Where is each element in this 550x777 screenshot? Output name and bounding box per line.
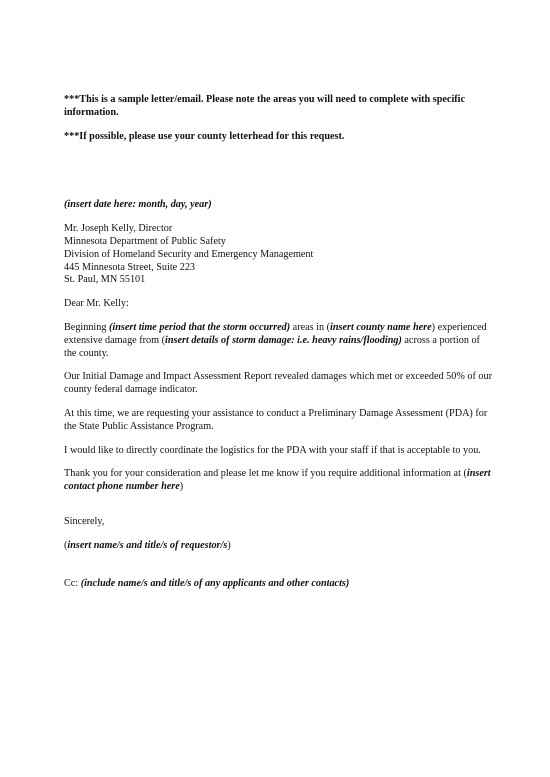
para5-text-2: ) (179, 481, 184, 493)
para1-text-2: areas in ( (290, 321, 331, 333)
paragraph-pda-request: At this time, we are requesting your assistance to conduct a Preliminary Damage Assessment (PDA) for the State Public Assistance Program. (64, 407, 488, 432)
county-name-placeholder: insert county name here (330, 321, 432, 333)
recipient-name: Mr. Joseph Kelly, Director (64, 223, 173, 235)
signer-line (64, 540, 492, 553)
requestor-placeholder: insert name/s and title/s of requestor/s (67, 539, 228, 551)
salutation: Dear Mr. Kelly: (64, 298, 129, 310)
date-placeholder: (insert date here: month, day, year) (64, 199, 212, 211)
storm-details-placeholder: insert details of storm damage: i.e. heavy rains/flooding) (165, 334, 402, 346)
signer-paren-open: ( (64, 539, 68, 551)
paragraph-coordination: I would like to directly coordinate the logistics for the PDA with your staff if that is acceptable to you. (64, 444, 481, 456)
recipient-department: Minnesota Department of Public Safety (64, 235, 226, 247)
para1-text-3: ) experienced extensive damage from ( (64, 321, 487, 346)
cc-placeholder: (include name/s and title/s of any applicants and other contacts) (80, 577, 350, 589)
letterhead-note: ***If possible, please use your county letterhead for this request. (64, 130, 345, 142)
sample-letter-note: ***This is a sample letter/email. Please note the areas you will need to complete with specific information. (64, 94, 466, 118)
paragraph-damage (64, 322, 492, 360)
signer-paren-close: ) (227, 539, 231, 551)
para5-text-1: Thank you for your consideration and please let me know if you require additional information at ( (64, 468, 467, 480)
storm-period-placeholder: (insert time period that the storm occurred) (109, 321, 291, 333)
para1-text-1: Beginning (64, 321, 109, 333)
paragraph-assessment-report: Our Initial Damage and Impact Assessment Report revealed damages which met or exceeded 50% of our county federal damage indicator. (64, 371, 493, 396)
recipient-street: 445 Minnesota Street, Suite 223 (64, 261, 196, 273)
para1-text-4: across a portion of the county. (64, 334, 480, 359)
recipient-division: Division of Homeland Security and Emergency Management (64, 248, 314, 260)
letter-body (64, 94, 492, 590)
cc-line (64, 578, 492, 591)
cc-label: Cc: (64, 577, 81, 589)
paragraph-thank-you (64, 468, 492, 494)
closing: Sincerely, (64, 515, 105, 527)
contact-phone-placeholder: insert contact phone number here (64, 468, 491, 493)
recipient-city: St. Paul, MN 55101 (64, 274, 146, 286)
recipient-address (64, 223, 492, 287)
